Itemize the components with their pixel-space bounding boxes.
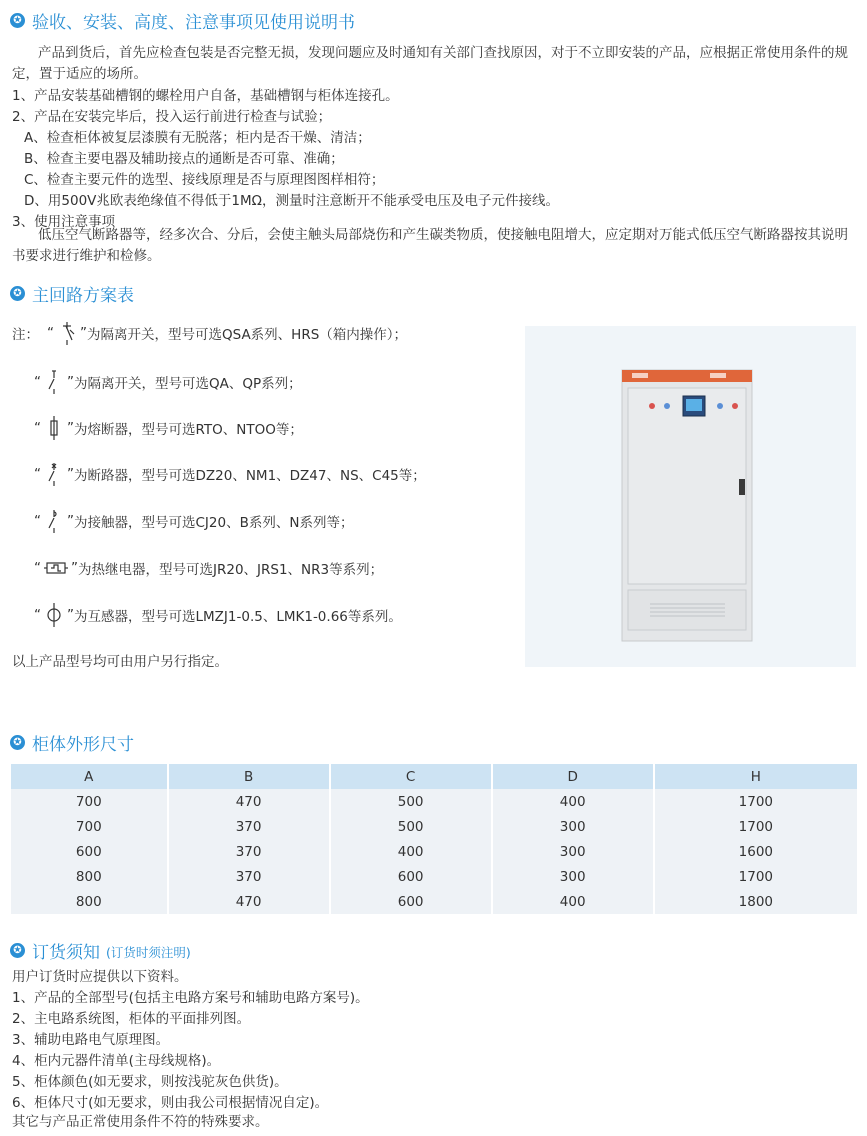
table-cell: 500 <box>330 789 492 814</box>
star-icon: ✪ <box>10 13 25 28</box>
table-cell: 500 <box>330 814 492 839</box>
table-cell: 400 <box>492 789 654 814</box>
thermal-relay-icon <box>43 555 69 581</box>
isolating-switch-box-icon <box>56 320 78 346</box>
symbol-desc-3: 为熔断器，型号可选RTO、NTOO等； <box>74 422 303 438</box>
table-cell: 800 <box>11 889 168 914</box>
table-cell: 700 <box>11 814 168 839</box>
install-sub-a: A、检查柜体被复层漆膜有无脱落；柜内是否干燥、清洁； <box>24 130 371 146</box>
table-row <box>11 864 857 889</box>
ordering-title-note: (订货时须注明) <box>106 945 191 960</box>
ordering-line-0: 用户订货时应提供以下资料。 <box>12 969 188 985</box>
table-cell: 300 <box>492 864 654 889</box>
contactor-icon <box>43 508 65 534</box>
star-icon: ✪ <box>10 286 25 301</box>
ordering-line-3: 3、辅助电路电气原理图。 <box>12 1032 170 1048</box>
install-item-3: 3、使用注意事项 <box>12 214 116 230</box>
table-cell: 600 <box>330 864 492 889</box>
symbol-desc-2: 为隔离开关，型号可选QA、QP系列； <box>74 376 302 392</box>
table-cell: 370 <box>168 814 330 839</box>
install-item-2: 2、产品在安装完毕后，投入运行前进行检查与试验； <box>12 109 332 125</box>
ordering-title-text: 订货须知 <box>32 943 100 963</box>
install-sub-d: D、用500V兆欧表绝缘值不得低于1MΩ，测量时注意断开不能承受电压及电子元件接线。 <box>24 193 559 209</box>
install-section-title <box>10 8 355 33</box>
col-header-d: D <box>492 764 654 789</box>
isolating-switch-icon <box>43 369 65 395</box>
fuse-icon <box>43 415 65 441</box>
circuit-breaker-icon <box>43 461 65 487</box>
table-cell: 1800 <box>654 889 857 914</box>
symbol-row-1: 注： “ ” 为隔离开关，型号可选QSA系列、HRS（箱内操作）； <box>12 320 407 346</box>
dimensions-title-text: 柜体外形尺寸 <box>32 735 134 755</box>
table-cell: 470 <box>168 889 330 914</box>
transformer-icon <box>43 602 65 628</box>
symbol-row-5: “ ” 为接触器，型号可选CJ20、B系列、N系列等； <box>34 508 353 534</box>
table-cell: 1600 <box>654 839 857 864</box>
col-header-h: H <box>654 764 857 789</box>
symbol-desc-6: 为热继电器，型号可选JR20、JRS1、NR3等系列； <box>78 562 384 578</box>
table-cell: 370 <box>168 864 330 889</box>
ordering-line-1: 1、产品的全部型号(包括主电路方案号和辅助电路方案号)。 <box>12 990 369 1006</box>
install-item-1: 1、产品安装基础槽钢的螺栓用户自备，基础槽钢与柜体连接孔。 <box>12 88 399 104</box>
symbol-desc-1: 为隔离开关，型号可选QSA系列、HRS（箱内操作）； <box>87 327 408 343</box>
circuit-title-text: 主回路方案表 <box>32 286 134 306</box>
symbol-desc-4: 为断路器，型号可选DZ20、NM1、DZ47、NS、C45等； <box>74 468 426 484</box>
table-cell: 600 <box>330 889 492 914</box>
star-icon: ✪ <box>10 943 25 958</box>
col-header-b: B <box>168 764 330 789</box>
table-cell: 800 <box>11 864 168 889</box>
table-header-row <box>11 764 857 789</box>
table-cell: 300 <box>492 814 654 839</box>
install-sub-c: C、检查主要元件的选型、接线原理是否与原理图图样相符； <box>24 172 385 188</box>
ordering-line-2: 2、主电路系统图，柜体的平面排列图。 <box>12 1011 251 1027</box>
ordering-line-6: 6、柜体尺寸(如无要求，则由我公司根据情况自定)。 <box>12 1095 329 1111</box>
table-row <box>11 839 857 864</box>
table-cell: 600 <box>11 839 168 864</box>
col-header-c: C <box>330 764 492 789</box>
symbol-desc-5: 为接触器，型号可选CJ20、B系列、N系列等； <box>74 515 354 531</box>
table-row <box>11 789 857 814</box>
cabinet-illustration <box>525 326 856 667</box>
product-image <box>525 326 856 667</box>
symbol-row-6: “ ” 为热继电器，型号可选JR20、JRS1、NR3等系列； <box>34 555 383 581</box>
ordering-section-title <box>10 938 191 963</box>
dimensions-section-title <box>10 730 134 755</box>
table-cell: 400 <box>492 889 654 914</box>
table-cell: 1700 <box>654 864 857 889</box>
table-cell: 470 <box>168 789 330 814</box>
table-cell: 700 <box>11 789 168 814</box>
table-cell: 1700 <box>654 814 857 839</box>
table-row <box>11 889 857 914</box>
table-cell: 1700 <box>654 789 857 814</box>
ordering-line-5: 5、柜体颜色(如无要求，则按浅驼灰色供货)。 <box>12 1074 288 1090</box>
table-row <box>11 814 857 839</box>
table-cell: 300 <box>492 839 654 864</box>
circuit-section-title <box>10 281 134 306</box>
symbol-row-7: “ ” 为互感器，型号可选LMZJ1-0.5、LMK1-0.66等系列。 <box>34 602 402 628</box>
table-cell: 400 <box>330 839 492 864</box>
ordering-line-7: 其它与产品正常使用条件不符的特殊要求。 <box>12 1114 269 1130</box>
install-note: 低压空气断路器等，经多次合、分后，会使主触头局部烧伤和产生碳类物质，使接触电阻增大，应定期对万能式低压空气断路器按其说明书要求进行维护和检修。 <box>12 227 848 264</box>
symbol-row-4: “ ” 为断路器，型号可选DZ20、NM1、DZ47、NS、C45等； <box>34 461 426 487</box>
symbol-row-3: “ ” 为熔断器，型号可选RTO、NTOO等； <box>34 415 303 441</box>
dimensions-table <box>11 764 857 914</box>
col-header-a: A <box>11 764 168 789</box>
circuit-footer: 以上产品型号均可由用户另行指定。 <box>12 654 228 670</box>
note-prefix: 注： <box>12 327 39 343</box>
ordering-line-4: 4、柜内元器件清单(主母线规格)。 <box>12 1053 221 1069</box>
symbol-row-2: “ ” 为隔离开关，型号可选QA、QP系列； <box>34 369 302 395</box>
symbol-desc-7: 为互感器，型号可选LMZJ1-0.5、LMK1-0.66等系列。 <box>74 609 402 625</box>
star-icon: ✪ <box>10 735 25 750</box>
install-sub-b: B、检查主要电器及辅助接点的通断是否可靠、准确； <box>24 151 344 167</box>
install-intro: 产品到货后，首先应检查包装是否完整无损，发现问题应及时通知有关部门查找原因，对于不立即安装的产品，应根据正常使用条件的规定，置于适应的场所。 <box>12 45 848 82</box>
table-cell: 370 <box>168 839 330 864</box>
install-title-text: 验收、安装、高度、注意事项见使用说明书 <box>32 13 355 33</box>
